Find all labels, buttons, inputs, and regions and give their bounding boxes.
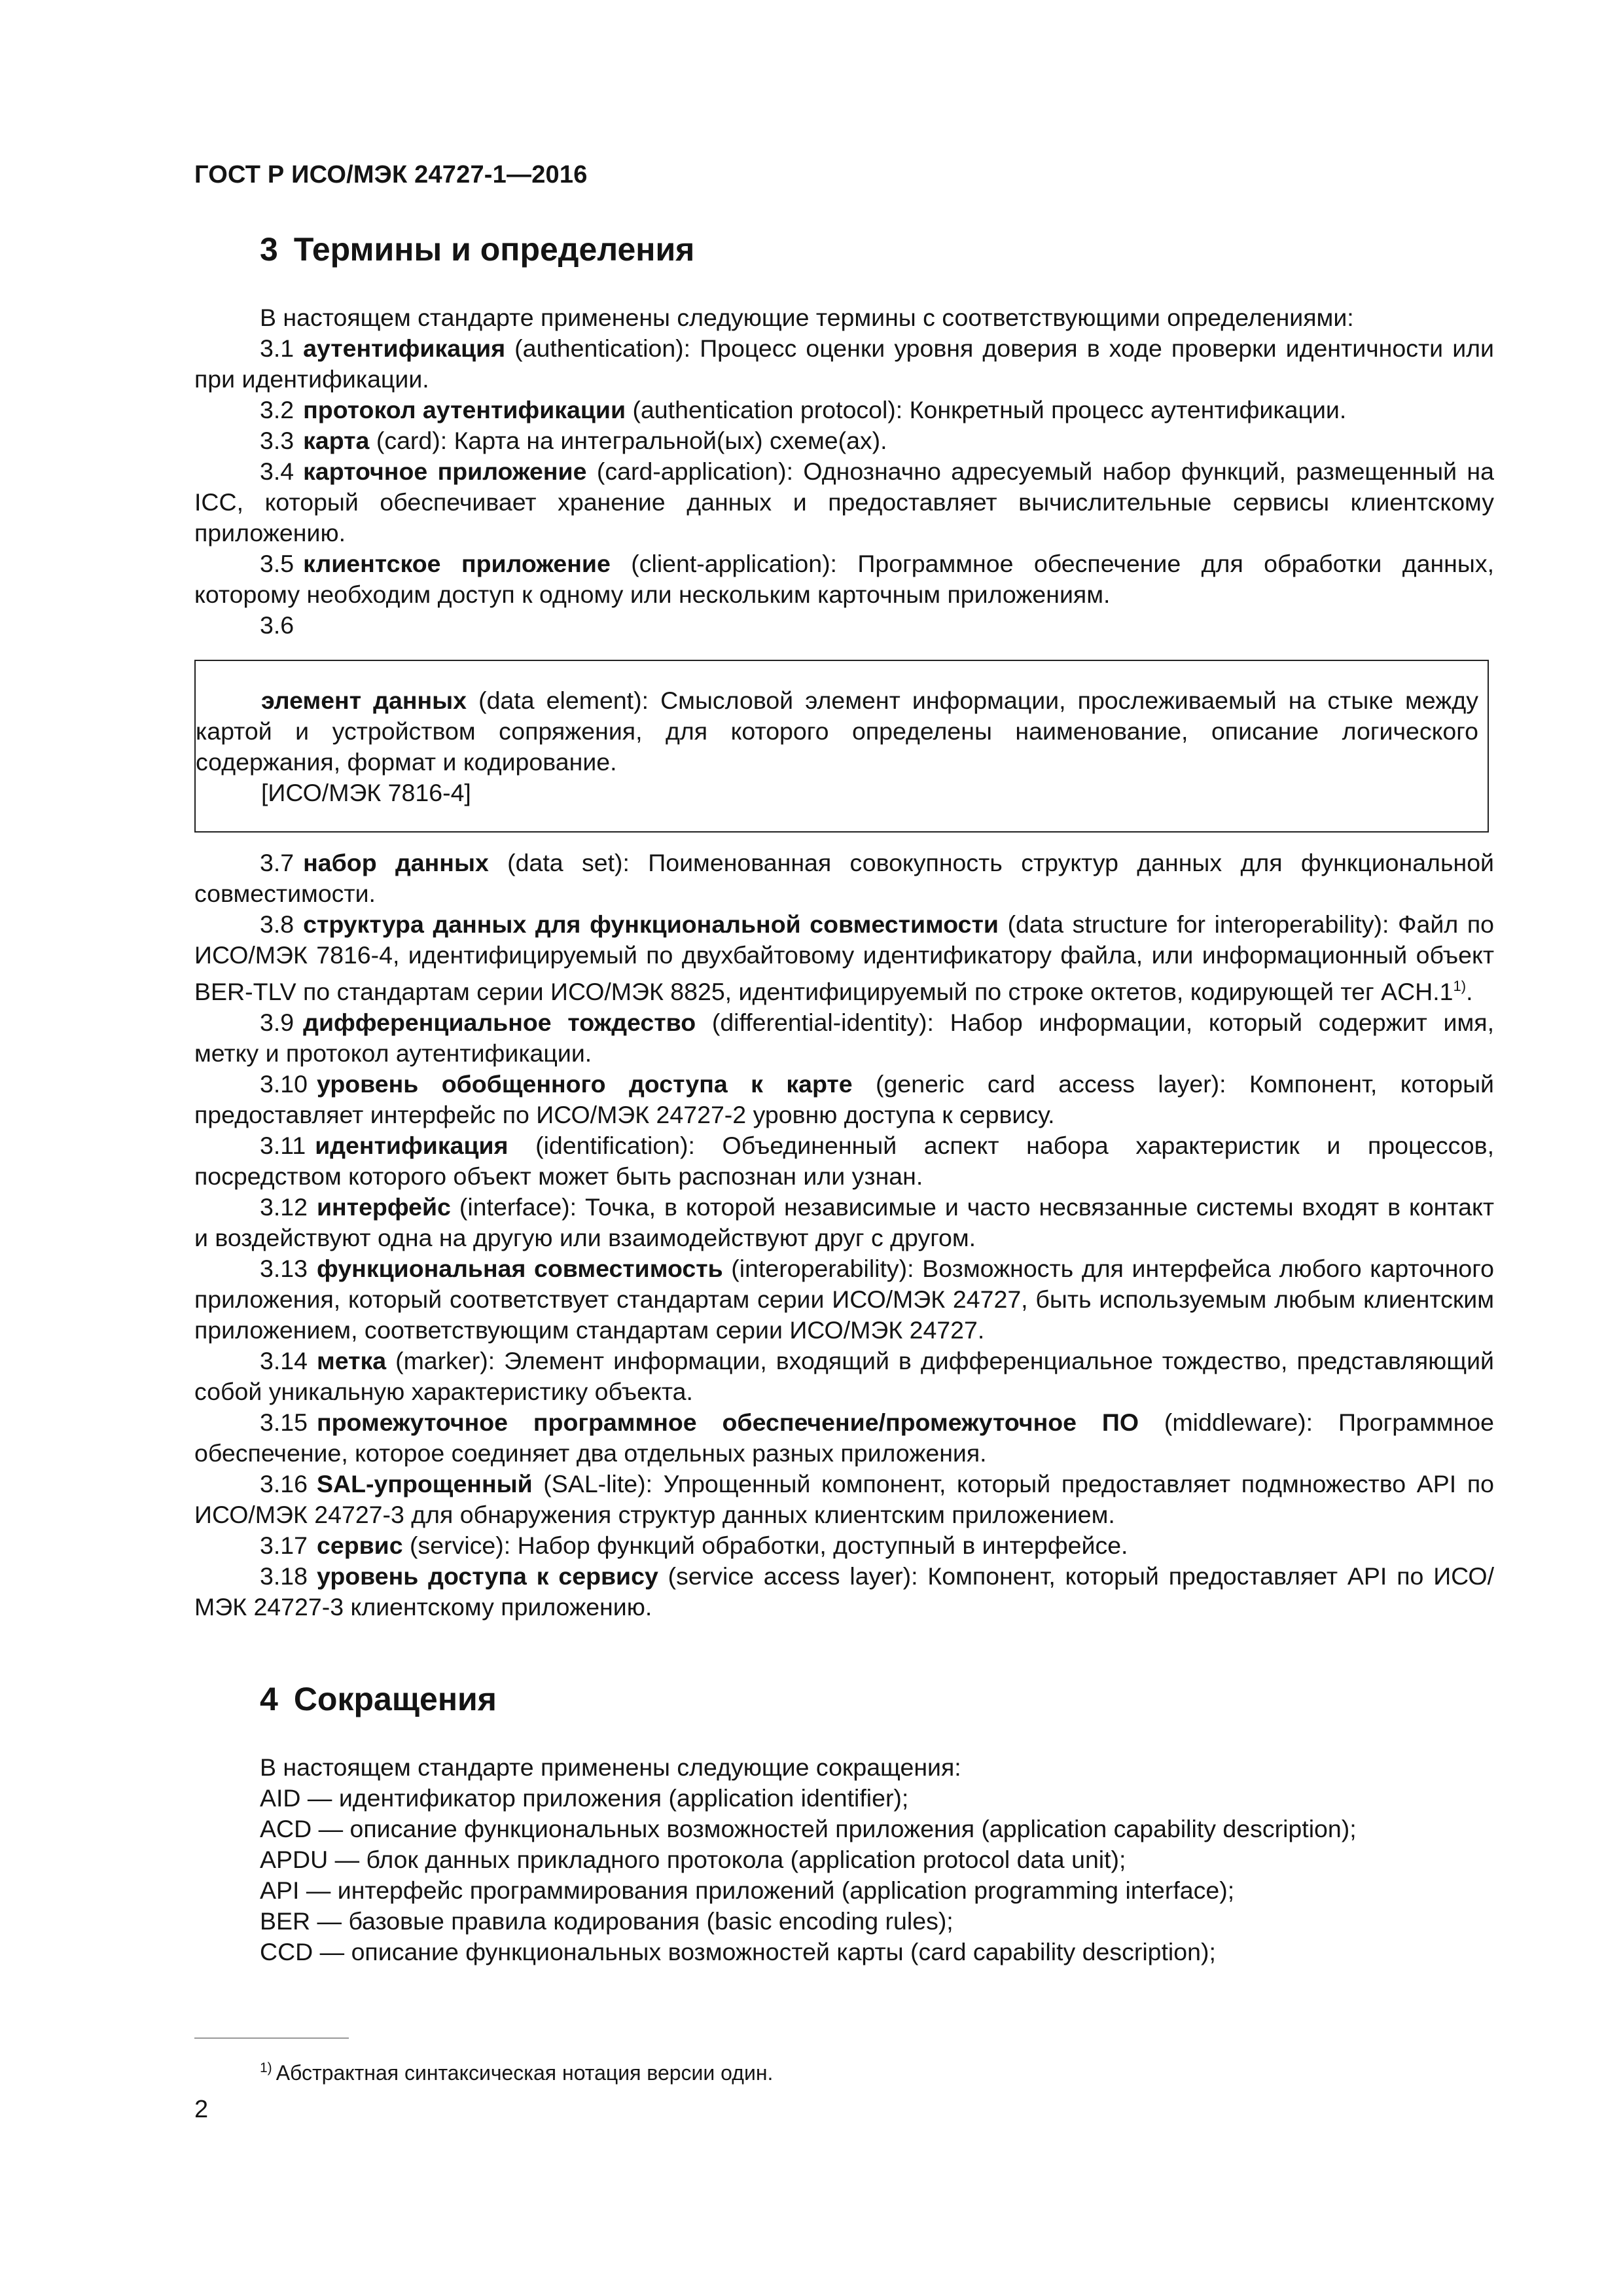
term-3-1: 3.1 аутентификация (authentication): Процесс оценки уровня доверия в ходе проверки идентичности или при идентификации.: [194, 334, 1494, 393]
section-title: Сокращения: [293, 1681, 497, 1717]
section-title: Термины и определения: [293, 231, 695, 268]
term-3-6-box: [194, 660, 1489, 833]
term-3-5: 3.5 клиентское приложение (client-application): Программное обеспечение для обработки данных, которому необходим доступ к одному или нескольким карточным приложениям.: [194, 550, 1494, 608]
term-3-15: 3.15 промежуточное программное обеспечение/промежуточное ПО (middleware): Программное обеспечение, которое соединяет два отдельных разных приложения.: [194, 1408, 1494, 1467]
term-3-7: 3.7 набор данных (data set): Поименованная совокупность структур данных для функциональной совместимости.: [194, 849, 1494, 907]
abbreviation-item: APDU — блок данных прикладного протокола (application protocol data unit);: [260, 1846, 1126, 1873]
term-3-6-number: 3.6: [260, 611, 294, 639]
abbreviation-item: BER — базовые правила кодирования (basic encoding rules);: [260, 1907, 954, 1935]
section-number: 3: [260, 231, 278, 268]
footnote-text: Абстрактная синтаксическая нотация версии один.: [276, 2061, 774, 2085]
footnote-reference: 1): [1453, 978, 1467, 994]
abbreviation-item: CCD — описание функциональных возможностей карты (card capability description);: [260, 1938, 1216, 1965]
abbreviation-list: [194, 1783, 1494, 1967]
term-3-3: 3.3 карта (card): Карта на интегральной(ых) схеме(ах).: [260, 427, 887, 454]
page-number: 2: [194, 2096, 209, 2123]
term-3-2: 3.2 протокол аутентификации (authentication protocol): Конкретный процесс аутентификации.: [260, 396, 1347, 423]
section-3-heading: [260, 230, 694, 268]
term-3-6-definition: элемент данных (data element): Смысловой элемент информации, прослеживаемый на стыке между картой и устройством сопряжения, для которого определены наименование, описание логического содержания, формат и кодирование.: [196, 687, 1478, 776]
section-intro: В настоящем стандарте применены следующие сокращения:: [260, 1753, 961, 1781]
term-3-4: 3.4 карточное приложение (card-application): Однозначно адресуемый набор функций, размещенный на ICC, который обеспечивает хранение данных и предоставляет вычислительные сервисы клиентскому приложению.: [194, 457, 1494, 547]
term-3-6-reference: [ИСО/МЭК 7816-4]: [261, 779, 471, 806]
term-3-11: 3.11 идентификация (identification): Объединенный аспект набора характеристик и процессов, посредством которого объект может быть распознан или узнан.: [194, 1132, 1494, 1190]
section-number: 4: [260, 1681, 278, 1717]
term-3-13: 3.13 функциональная совместимость (interoperability): Возможность для интерфейса любого карточного приложения, который соответствует стандартам серии ИСО/МЭК 24727, быть используемым любым клиентским приложением, соответствующим стандартам серии ИСО/МЭК 24727.: [194, 1255, 1494, 1344]
section-intro: В настоящем стандарте применены следующие термины с соответствующими определениями:: [260, 304, 1354, 331]
standard-designation: ГОСТ Р ИСО/МЭК 24727-1—2016: [194, 161, 588, 188]
term-3-9: 3.9 дифференциальное тождество (differential-identity): Набор информации, который содержит имя, метку и протокол аутентификации.: [194, 1009, 1494, 1067]
term-3-14: 3.14 метка (marker): Элемент информации, входящий в дифференциальное тождество, представляющий собой уникальную характеристику объекта.: [194, 1347, 1494, 1405]
abbreviation-item: AID — идентификатор приложения (application identifier);: [260, 1784, 909, 1812]
term-3-18: 3.18 уровень доступа к сервису (service access layer): Компонент, который предоставляет API по ИСО/МЭК 24727-3 клиентскому приложению.: [194, 1562, 1495, 1621]
footnote-mark: 1): [260, 2060, 272, 2075]
footnote-divider: [194, 2037, 349, 2039]
term-3-17: 3.17 сервис (service): Набор функций обработки, доступный в интерфейсе.: [260, 1532, 1128, 1559]
section-4-abbreviations: [194, 1752, 1494, 1967]
section-3-terms-part1: [194, 302, 1494, 641]
footnote: [260, 2055, 773, 2086]
abbreviation-item: ACD — описание функциональных возможностей приложения (application capability description);: [260, 1815, 1357, 1842]
term-3-8: 3.8 структура данных для функциональной совместимости (data structure for interoperability): Файл по ИСО/МЭК 7816-4, идентифицируемый по двухбайтовому идентификатору файла, или информационный объект BER-TLV по стандартам серии ИСО/МЭК 8825, идентифицируемый по строке октетов, кодирующей тег ACH.1$^{1)}$.: [194, 910, 1494, 1005]
term-3-16: 3.16 SAL-упрощенный (SAL-lite): Упрощенный компонент, который предоставляет подмножество API по ИСО/МЭК 24727-3 для обнаружения структур данных клиентским приложением.: [194, 1470, 1494, 1528]
section-4-heading: [260, 1680, 497, 1718]
term-3-10: 3.10 уровень обобщенного доступа к карте (generic card access layer): Компонент, который предоставляет интерфейс по ИСО/МЭК 24727-2 уровню доступа к сервису.: [194, 1070, 1494, 1128]
term-3-12: 3.12 интерфейс (interface): Точка, в которой независимые и часто несвязанные системы входят в контакт и воздействуют одна на другую или взаимодействуют друг с другом.: [194, 1193, 1494, 1251]
abbreviation-item: API — интерфейс программирования приложений (application programming interface);: [260, 1876, 1235, 1904]
section-3-terms-part2: [194, 848, 1494, 1623]
